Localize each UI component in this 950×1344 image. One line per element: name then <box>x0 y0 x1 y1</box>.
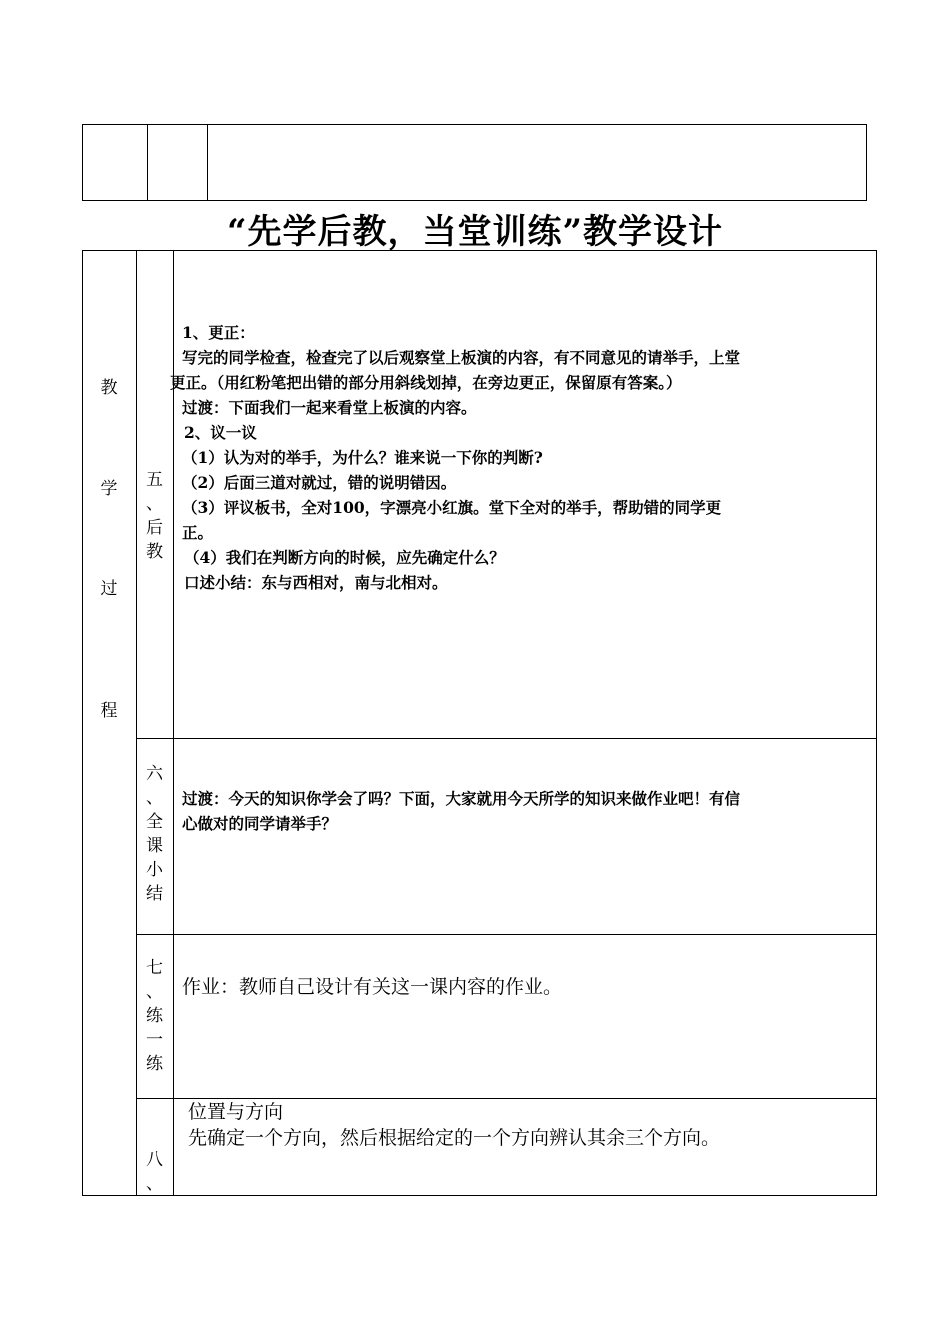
text-line: 写完的同学检查，检查完了以后观察堂上板演的内容，有不同意见的请举手，上堂 <box>182 348 741 367</box>
text-line: （1）认为对的举手，为什么？谁来说一下你的判断? <box>182 448 543 467</box>
side-label-char: 学 <box>100 479 118 499</box>
top-table <box>82 124 867 201</box>
text-line: 过渡：下面我们一起来看堂上板演的内容。 <box>182 398 477 417</box>
section-8-label <box>136 1148 173 1196</box>
label-char: 六 <box>146 764 163 784</box>
label-char: 、 <box>146 788 163 808</box>
side-label-char: 程 <box>100 701 118 721</box>
section-5-content <box>170 320 870 595</box>
text-line: （4）我们在判断方向的时候，应先确定什么？ <box>184 548 505 567</box>
text-line: 过渡：今天的知识你学会了吗？下面，大家就用今天所学的知识来做作业吧！有信 <box>182 789 741 808</box>
label-char: 一 <box>146 1030 163 1050</box>
label-char: 课 <box>146 836 163 856</box>
text-line: 更正。（用红粉笔把出错的部分用斜线划掉，在旁边更正，保留原有答案。） <box>170 373 682 392</box>
label-char: 后 <box>146 518 163 538</box>
top-table-divider-1 <box>147 124 148 201</box>
text-line: 位置与方向 <box>188 1101 284 1123</box>
label-char: 八 <box>146 1150 163 1170</box>
section-5-label <box>136 468 173 564</box>
label-char: 全 <box>146 812 163 832</box>
label-char: 、 <box>146 982 163 1002</box>
label-char: 教 <box>146 542 163 562</box>
row-divider-1 <box>136 738 877 739</box>
section-7-label <box>136 956 173 1076</box>
label-char: 练 <box>146 1054 163 1074</box>
side-label-char: 过 <box>100 579 118 599</box>
text-line: 口述小结：东与西相对，南与北相对。 <box>184 573 448 592</box>
label-char: 五 <box>146 470 163 490</box>
label-char: 、 <box>146 494 163 514</box>
section-8-content <box>188 1099 872 1151</box>
text-line: 1、更正： <box>182 323 255 342</box>
section-6-content <box>182 786 872 836</box>
text-line: 作业：教师自己设计有关这一课内容的作业。 <box>182 976 563 998</box>
top-table-divider-2 <box>207 124 208 201</box>
label-char: 、 <box>146 1174 163 1194</box>
section-7-content <box>182 974 872 1000</box>
text-line: （2）后面三道对就过，错的说明错因。 <box>182 473 457 492</box>
text-line: 先确定一个方向，然后根据给定的一个方向辨认其余三个方向。 <box>188 1127 721 1149</box>
text-line: 正。 <box>182 523 214 542</box>
text-line: 2、议一议 <box>184 423 257 442</box>
row-divider-2 <box>136 934 877 935</box>
side-label <box>82 250 136 1196</box>
text-line: （3）评议板书，全对100，字漂亮小红旗。堂下全对的举手，帮助错的同学更 <box>182 498 722 517</box>
label-char: 结 <box>146 884 163 904</box>
label-char: 小 <box>146 860 163 880</box>
label-char: 七 <box>146 958 163 978</box>
page-title: “先学后教，当堂训练”教学设计 <box>226 212 724 252</box>
section-6-label <box>136 762 173 906</box>
label-char: 练 <box>146 1006 163 1026</box>
text-line: 心做对的同学请举手？ <box>182 814 338 833</box>
side-label-char: 教 <box>100 378 118 398</box>
